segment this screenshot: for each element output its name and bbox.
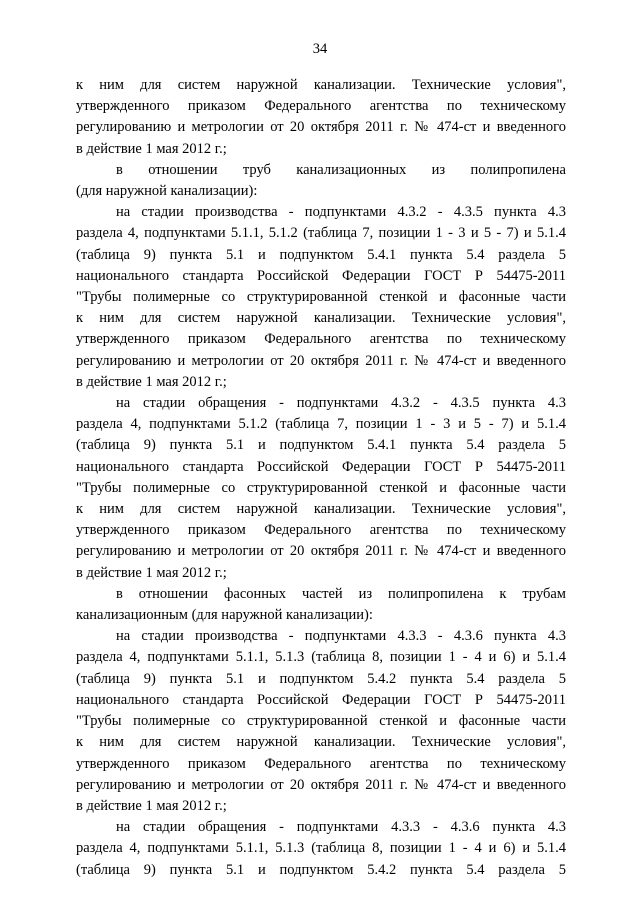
text-line: в действие 1 мая 2012 г.;: [76, 564, 227, 581]
text-line: в действие 1 мая 2012 г.;: [76, 140, 227, 157]
text-line: в отношении труб канализационных из полипропилена: [116, 161, 566, 178]
text-line: в отношении фасонных частей из полипропилена к трубам: [116, 585, 566, 602]
text-line: на стадии обращения - подпунктами 4.3.2 - 4.3.5 пункта 4.3: [116, 395, 566, 412]
paragraph: [76, 584, 566, 626]
text-line: в действие 1 мая 2012 г.;: [76, 373, 227, 390]
text-line: "Трубы полимерные со структурированной стенкой и фасонные части: [76, 479, 566, 496]
paragraph: [76, 160, 566, 202]
text-line: "Трубы полимерные со структурированной стенкой и фасонные части: [76, 289, 566, 306]
text-line: в действие 1 мая 2012 г.;: [76, 797, 227, 814]
paragraph: [76, 393, 566, 584]
document-body: [76, 75, 566, 881]
text-line: утвержденного приказом Федерального агентства по техническому: [76, 98, 566, 115]
text-line: регулированию и метрологии от 20 октября 2011 г. № 474-ст и введенного: [76, 352, 566, 369]
page-number: 34: [312, 41, 328, 57]
text-line: к ним для систем наружной канализации. Технические условия",: [76, 310, 566, 327]
text-line: раздела 4, подпунктами 5.1.1, 5.1.3 (таблица 8, позиции 1 - 4 и 6) и 5.1.4: [76, 840, 566, 857]
paragraph: [76, 202, 566, 393]
text-line: на стадии производства - подпунктами 4.3.2 - 4.3.5 пункта 4.3: [116, 204, 566, 221]
text-line: национального стандарта Российской Федерации ГОСТ Р 54475-2011: [76, 267, 566, 284]
text-line: (таблица 9) пункта 5.1 и подпунктом 5.4.1 пункта 5.4 раздела 5: [76, 437, 566, 454]
text-line: на стадии обращения - подпунктами 4.3.3 - 4.3.6 пункта 4.3: [116, 819, 566, 836]
paragraph: [76, 75, 566, 160]
text-line: раздела 4, подпунктами 5.1.1, 5.1.2 (таблица 7, позиции 1 - 3 и 5 - 7) и 5.1.4: [76, 225, 566, 242]
text-line: утвержденного приказом Федерального агентства по техническому: [76, 755, 566, 772]
text-line: "Трубы полимерные со структурированной стенкой и фасонные части: [76, 713, 566, 730]
text-line: к ним для систем наружной канализации. Технические условия",: [76, 734, 566, 751]
text-line: утвержденного приказом Федерального агентства по техническому: [76, 522, 566, 539]
text-line: национального стандарта Российской Федерации ГОСТ Р 54475-2011: [76, 458, 566, 475]
text-line: к ним для систем наружной канализации. Технические условия",: [76, 501, 566, 518]
text-line: регулированию и метрологии от 20 октября 2011 г. № 474-ст и введенного: [76, 119, 566, 136]
text-line: национального стандарта Российской Федерации ГОСТ Р 54475-2011: [76, 691, 566, 708]
text-line: регулированию и метрологии от 20 октября 2011 г. № 474-ст и введенного: [76, 543, 566, 560]
text-line: (таблица 9) пункта 5.1 и подпунктом 5.4.2 пункта 5.4 раздела 5: [76, 670, 566, 687]
text-line: раздела 4, подпунктами 5.1.2 (таблица 7, позиции 1 - 3 и 5 - 7) и 5.1.4: [76, 416, 566, 433]
text-line: (таблица 9) пункта 5.1 и подпунктом 5.4.2 пункта 5.4 раздела 5: [76, 861, 566, 878]
paragraph: [76, 817, 566, 881]
text-line: (таблица 9) пункта 5.1 и подпунктом 5.4.1 пункта 5.4 раздела 5: [76, 246, 566, 263]
text-line: раздела 4, подпунктами 5.1.1, 5.1.3 (таблица 8, позиции 1 - 4 и 6) и 5.1.4: [76, 649, 566, 666]
text-line: (для наружной канализации):: [76, 183, 258, 200]
text-line: канализационным (для наружной канализации):: [76, 607, 373, 624]
text-line: на стадии производства - подпунктами 4.3.3 - 4.3.6 пункта 4.3: [116, 628, 566, 645]
paragraph: [76, 626, 566, 817]
text-line: утвержденного приказом Федерального агентства по техническому: [76, 331, 566, 348]
text-line: регулированию и метрологии от 20 октября 2011 г. № 474-ст и введенного: [76, 776, 566, 793]
text-line: к ним для систем наружной канализации. Технические условия",: [76, 77, 566, 93]
